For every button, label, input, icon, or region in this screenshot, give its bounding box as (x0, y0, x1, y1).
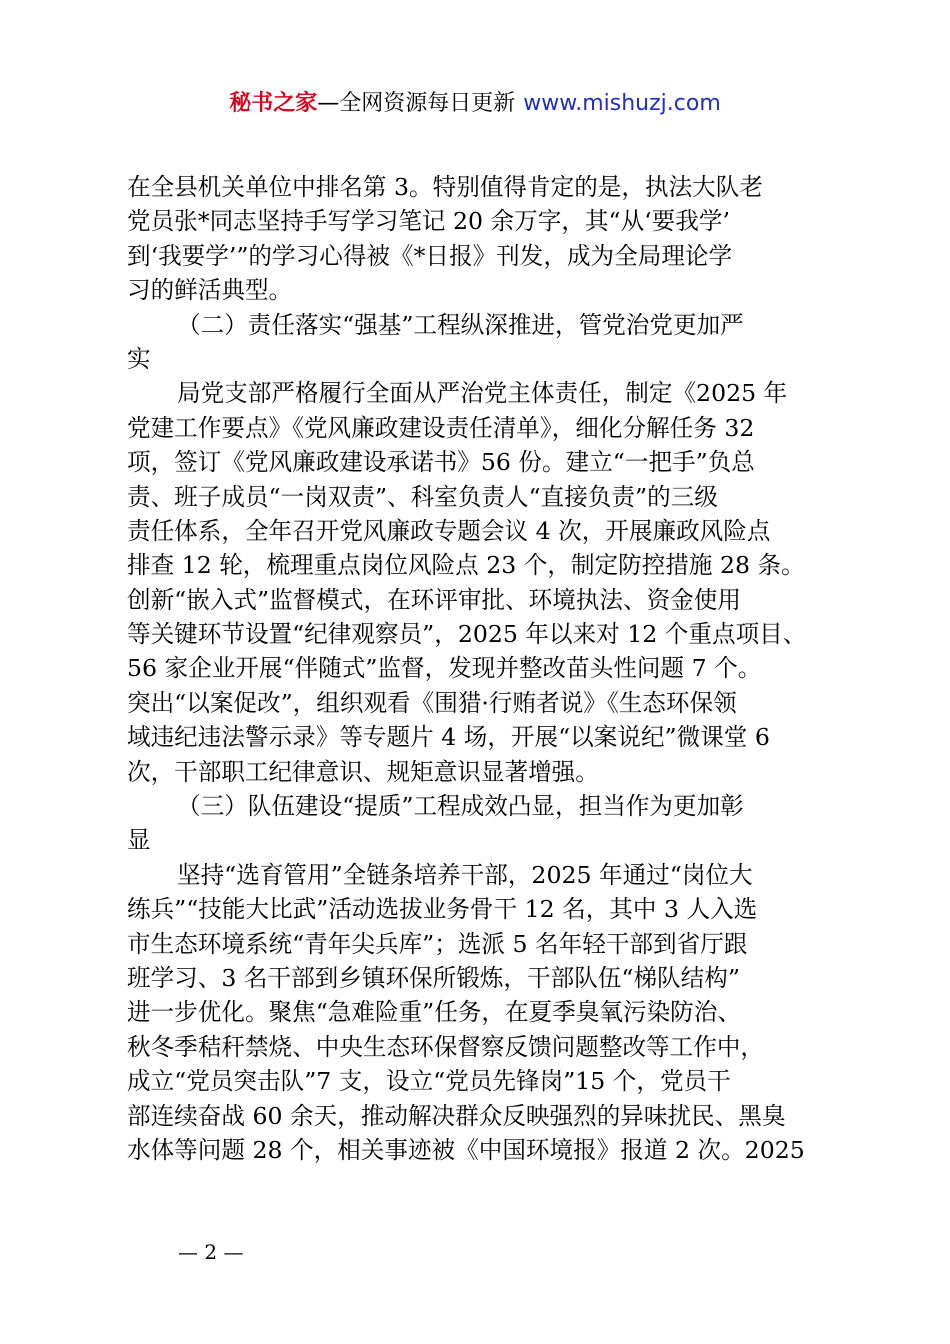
text-line: 市生态环境系统“青年尖兵库”；选派 5 名年轻干部到省厅跟 (127, 929, 748, 958)
page-number: — 2 — (178, 1240, 244, 1264)
section-heading-3-cont: 显 (127, 826, 151, 855)
header-slogan: 全网资源每日更新 (339, 91, 516, 116)
text-line: 突出“以案促改”，组织观看《围猎·行贿者说》《生态环保领 (127, 688, 737, 717)
header-dash: — (317, 91, 340, 116)
text-line: 域违纪违法警示录》等专题片 4 场，开展“以案说纪”微课堂 6 (127, 723, 770, 752)
section-heading-3: （三）队伍建设“提质”工程成效凸显，担当作为更加彰 (177, 792, 744, 821)
document-body (127, 170, 833, 1167)
section-heading-2: （二）责任落实“强基”工程纵深推进，管党治党更加严 (177, 310, 744, 339)
text-line: 部连续奋战 60 余天，推动解决群众反映强烈的异味扰民、黑臭 (127, 1101, 786, 1130)
text-line: 习的鲜活典型。 (127, 276, 293, 305)
text-line: 水体等问题 28 个，相关事迹被《中国环境报》报道 2 次。2025 (127, 1135, 805, 1164)
brand-name: 秘书之家 (229, 91, 318, 116)
text-line: 项，签订《党风廉政建设承诺书》56 份。建立“一把手”负总 (127, 448, 755, 477)
text-line: 创新“嵌入式”监督模式，在环评审批、环境执法、资金使用 (127, 585, 741, 614)
text-line: 次，干部职工纪律意识、规矩意识显著增强。 (127, 757, 599, 786)
text-line: 责任体系，全年召开党风廉政专题会议 4 次，开展廉政风险点 (127, 516, 771, 545)
site-header (0, 88, 950, 120)
text-line: 到‘我要学’”的学习心得被《*日报》刊发，成为全局理论学 (127, 241, 733, 270)
section-heading-2-cont: 实 (127, 344, 151, 373)
text-line: 责、班子成员“一岗双责”、科室负责人“直接负责”的三级 (127, 482, 718, 511)
text-line: 局党支部严格履行全面从严治党主体责任，制定《2025 年 (177, 379, 788, 408)
text-line: 在全县机关单位中排名第 3。特别值得肯定的是，执法大队老 (127, 173, 763, 201)
text-line: 班学习、3 名干部到乡镇环保所锻炼，干部队伍“梯队结构” (127, 963, 740, 992)
text-line: 秋冬季秸秆禁烧、中央生态环保督察反馈问题整改等工作中， (127, 1032, 765, 1061)
text-line: 党建工作要点》《党风廉政建设责任清单》，细化分解任务 32 (127, 413, 755, 442)
text-line: 成立“党员突击队”7 支，设立“党员先锋岗”15 个，党员干 (127, 1067, 731, 1096)
text-line: 党员张*同志坚持手写学习笔记 20 余万字，其“从‘要我学’ (127, 207, 730, 236)
site-url[interactable]: www.mishuzj.com (523, 91, 721, 116)
text-line: 等关键环节设置“纪律观察员”，2025 年以来对 12 个重点项目、 (127, 620, 807, 649)
text-line: 进一步优化。聚焦“急难险重”任务，在夏季臭氧污染防治、 (127, 998, 741, 1027)
text-line: 坚持“选育管用”全链条培养干部，2025 年通过“岗位大 (177, 860, 753, 889)
text-line: 练兵”“技能大比武”活动选拔业务骨干 12 名，其中 3 人入选 (127, 895, 758, 924)
text-line: 排查 12 轮，梳理重点岗位风险点 23 个，制定防控措施 28 条。 (127, 551, 805, 580)
text-line: 56 家企业开展“伴随式”监督，发现并整改苗头性问题 7 个。 (127, 654, 762, 683)
